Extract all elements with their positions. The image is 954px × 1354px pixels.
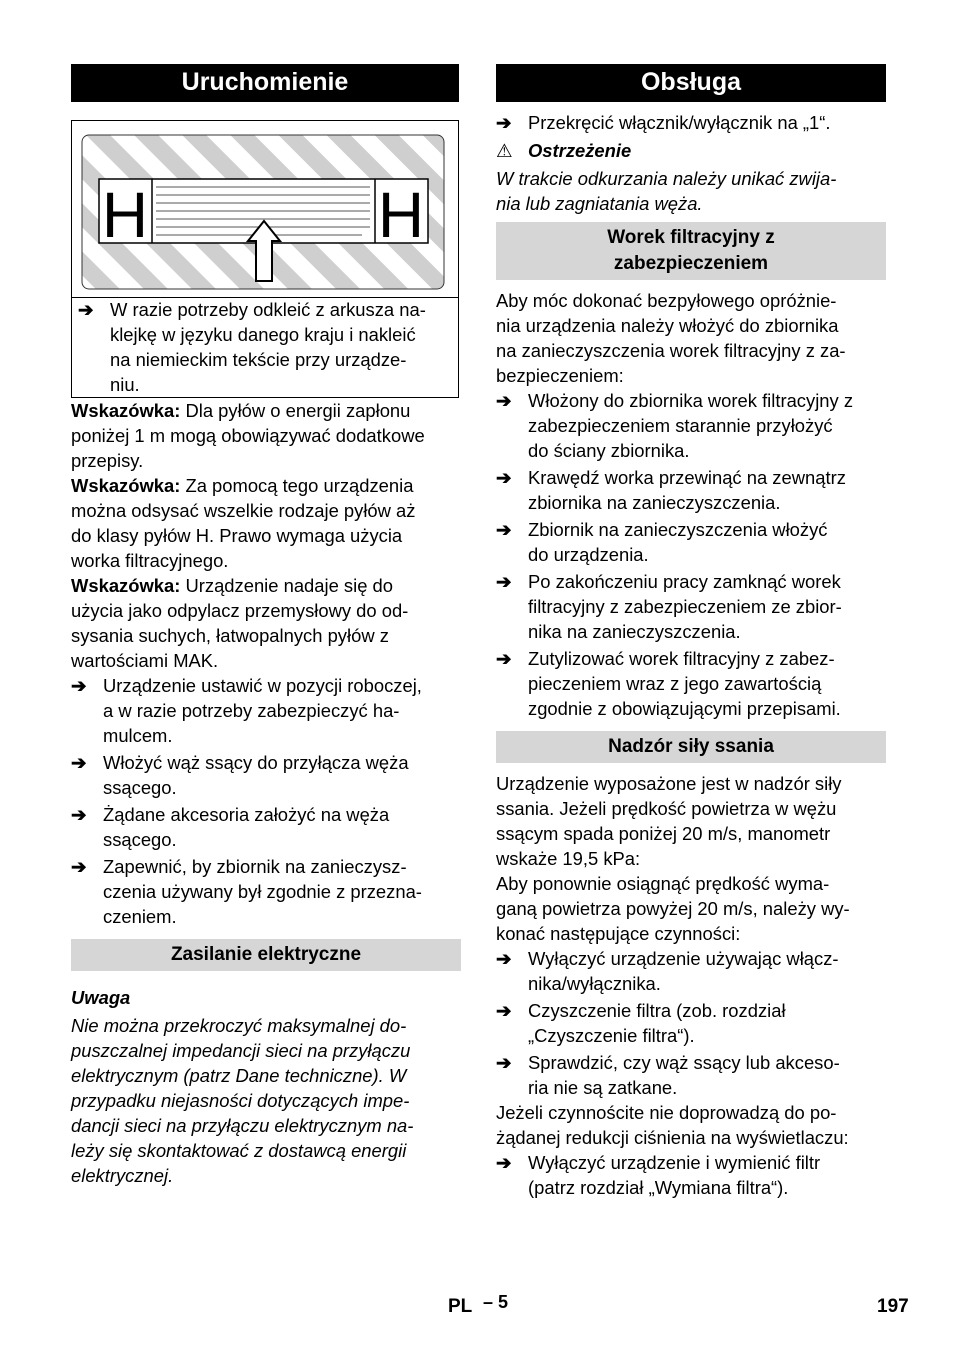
label-box [71,120,459,398]
section-title-zasilanie: Zasilanie elektryczne [71,939,461,971]
warning-icon: ⚠ [496,140,513,161]
list-item: ➔ Włożyć wąż ssący do przyłącza węża ssącego. [71,752,409,798]
uwaga-label: Uwaga [71,987,131,1008]
list-item: ➔ Zapewnić, by zbiornik na zanieczysz- czenia używany był zgodnie z przezna- czeniem. [71,856,422,927]
list-item: ➔ Po zakończeniu pracy zamknąć worek filtracyjny z zabezpieczeniem ze zbior- nika na zanieczyszczenia. [496,571,842,642]
list-item: ➔ Czyszczenie filtra (zob. rozdział „Czyszczenie filtra“). [496,1000,786,1046]
note-3: Wskazówka: Urządzenie nadaje się do użycia jako odpylacz przemysłowy do od- sysania suchych, łatwopalnych pyłów z wartościami MAK. [71,575,409,671]
label-box-instruction: ➔ W razie potrzeby odkleić z arkusza na- klejkę w języku danego kraju i nakleić na niemieckim tekście przy urządze- niu. [78,299,426,395]
worek-intro: Aby móc dokonać bezpyłowego opróżnie- nia urządzenia należy włożyć do zbiornika na zanieczyszczenia worek filtracyjny z za- bezpieczeniem: [496,290,846,386]
list-item: ➔ Żądane akcesoria założyć na węża ssącego. [71,804,390,850]
footer-page-in-section: – 5 [483,1292,509,1312]
arrow-icon: ➔ [71,675,87,696]
list-item: ➔ Przekręcić włącznik/wyłącznik na „1“. [496,112,831,133]
arrow-icon: ➔ [71,856,87,877]
arrow-icon: ➔ [496,948,512,969]
arrow-icon: ➔ [496,390,512,411]
list-item: ➔ Wyłączyć urządzenie używając włącz- nika/wyłącznika. [496,948,839,994]
arrow-icon: ➔ [496,648,512,669]
note-1: Wskazówka: Dla pyłów o energii zapłonu poniżej 1 m mogą obowiązywać dodatkowe przepisy. [71,400,425,471]
list-item: ➔ Włożony do zbiornika worek filtracyjny z zabezpieczeniem starannie przyłożyć do ściany zbiornika. [496,390,854,461]
arrow-icon: ➔ [496,571,512,592]
arrow-icon: ➔ [496,112,512,133]
arrow-icon: ➔ [496,1052,512,1073]
page-number: 197 [877,1296,909,1317]
section-title-nadzor: Nadzór siły ssania [496,731,886,763]
list-item: ➔ Zbiornik na zanieczyszczenia włożyć do urządzenia. [496,519,828,565]
label-h-right: H [377,179,425,251]
arrow-icon: ➔ [496,467,512,488]
arrow-icon: ➔ [496,1000,512,1021]
arrow-icon: ➔ [78,299,94,320]
section-title-worek: Worek filtracyjny z zabezpieczeniem [496,222,886,280]
nadzor-p3: Jeżeli czynnościte nie doprowadzą do po- żądanej redukcji ciśnienia na wyświetlaczu: [496,1102,849,1148]
label-h-left: H [101,179,149,251]
list-item: ➔ Sprawdzić, czy wąż ssący lub akceso- ria nie są zatkane. [496,1052,840,1098]
arrow-icon: ➔ [496,1152,512,1173]
label-figure [72,121,458,298]
section-title-obsluga: Obsługa [496,64,886,102]
arrow-icon: ➔ [71,804,87,825]
right-column [496,64,886,1200]
list-item: ➔ Krawędź worka przewinąć na zewnątrz zbiornika na zanieczyszczenia. [496,467,846,513]
list-item: ➔ Wyłączyć urządzenie i wymienić filtr (patrz rozdział „Wymiana filtra“). [496,1152,821,1198]
uwaga-text: Nie można przekroczyć maksymalnej do- puszczalnej impedancji sieci na przyłączu elektrycznym (patrz Dane techniczne). W przypadku niejasności dotyczących impe- dancji sieci na przyłączu elektrycznym na- leży się skontaktować z dostawcą energii elektrycznej. [71,1015,414,1186]
section-title-uruchomienie: Uruchomienie [71,64,459,102]
warning-heading: ⚠ Ostrzeżenie [496,140,632,161]
list-item: ➔ Zutylizować worek filtracyjny z zabez- pieczeniem wraz z jego zawartością zgodnie z obowiązującymi przepisami. [496,648,841,719]
note-2: Wskazówka: Za pomocą tego urządzenia można odsysać wszelkie rodzaje pyłów aż do klasy pyłów H. Prawo wymaga użycia worka filtracyjnego. [71,475,416,571]
warning-label-illustration [72,121,458,297]
list-item: ➔ Urządzenie ustawić w pozycji roboczej, a w razie potrzeby zabezpieczyć ha- mulcem. [71,675,422,746]
nadzor-p1: Urządzenie wyposażone jest w nadzór siły ssania. Jeżeli prędkość powietrza w wężu ssącym spada poniżej 20 m/s, manometr wskaże 19,5 kPa: [496,773,842,869]
arrow-icon: ➔ [71,752,87,773]
arrow-icon: ➔ [496,519,512,540]
footer-lang: PL [448,1296,473,1317]
left-column [71,64,459,1188]
nadzor-p2: Aby ponownie osiągnąć prędkość wyma- ganą powietrza powyżej 20 m/s, należy wy- konać następujące czynności: [496,873,850,944]
warning-text: W trakcie odkurzania należy unikać zwija- nia lub zagniatania węża. [496,168,837,214]
